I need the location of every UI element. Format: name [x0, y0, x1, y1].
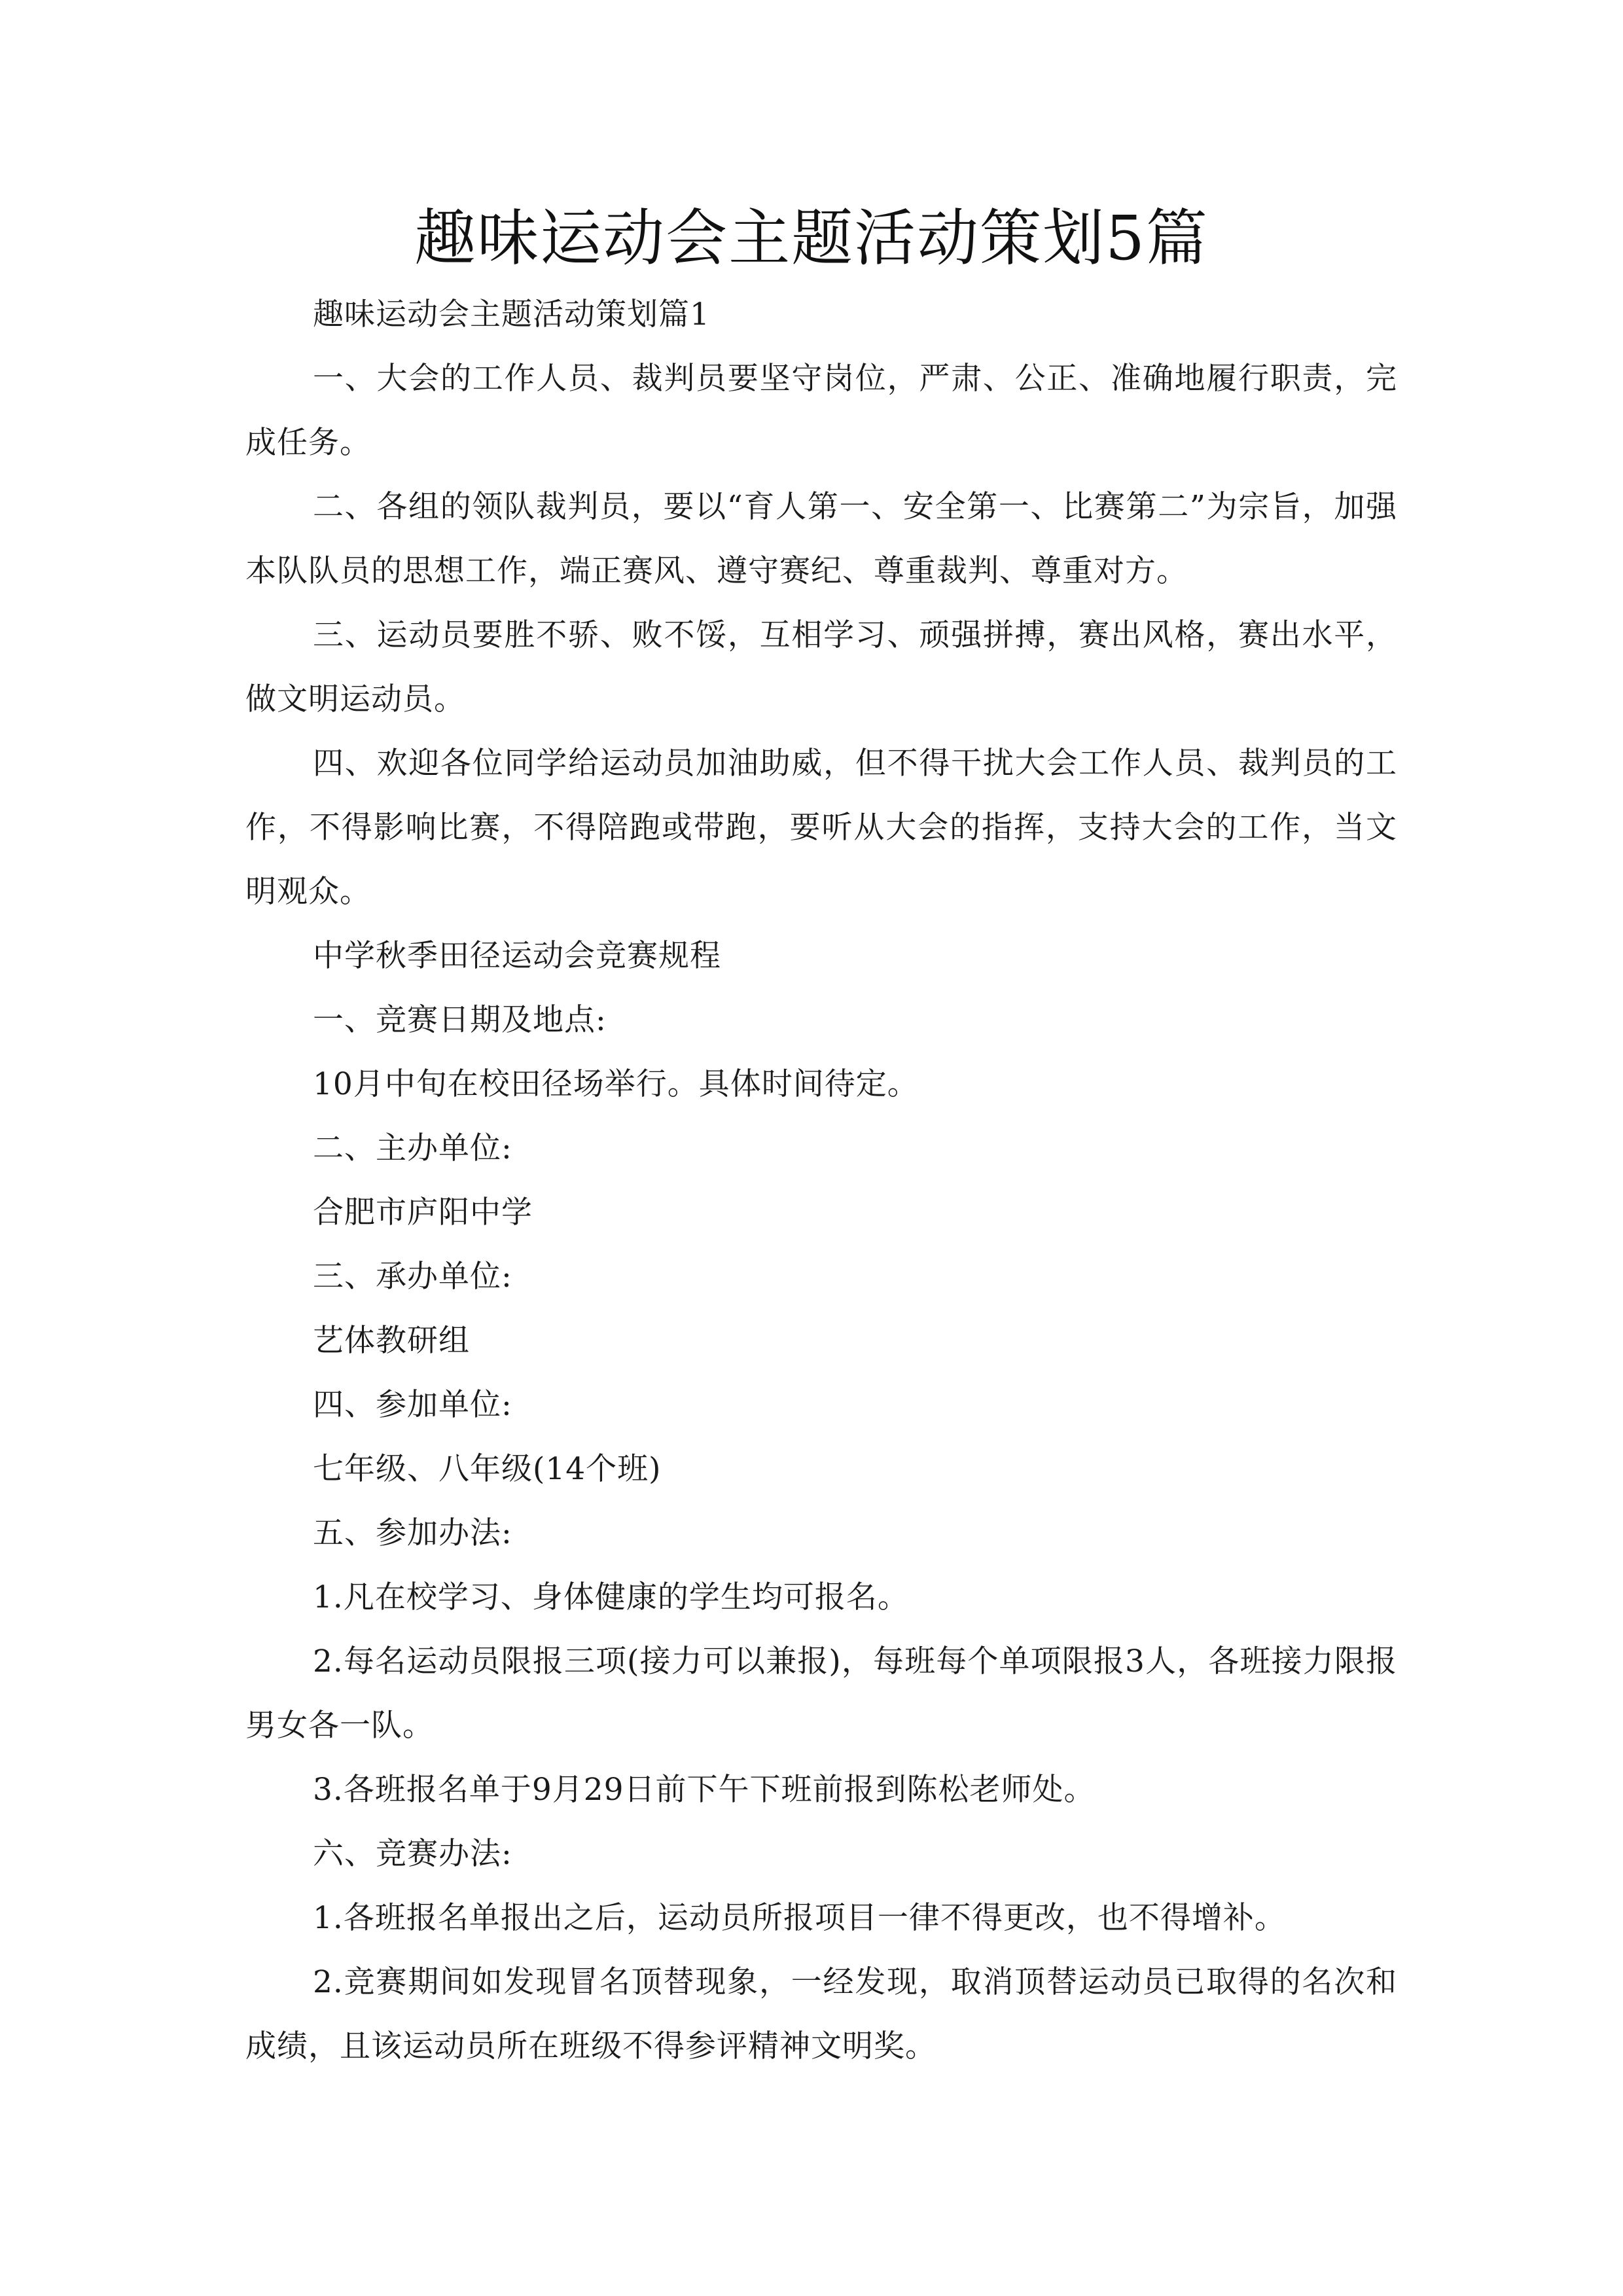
document-body — [245, 283, 1397, 2079]
paragraph: 四、欢迎各位同学给运动员加油助威，但不得干扰大会工作人员、裁判员的工作，不得影响比赛，不得陪跑或带跑，要听从大会的指挥，支持大会的工作，当文明观众。 — [245, 745, 1397, 910]
list-item: 2.竞赛期间如发现冒名顶替现象，一经发现，取消顶替运动员已取得的名次和成绩，且该运动员所在班级不得参评精神文明奖。 — [245, 1964, 1397, 2064]
paragraph: 艺体教研组 — [313, 1323, 470, 1359]
item-heading: 六、竞赛办法: — [313, 1836, 512, 1872]
section-heading: 中学秋季田径运动会竞赛规程 — [313, 938, 721, 974]
item-heading: 二、主办单位: — [313, 1130, 512, 1166]
paragraph: 一、大会的工作人员、裁判员要坚守岗位，严肃、公正、准确地履行职责，完成任务。 — [245, 361, 1397, 461]
list-item: 2.每名运动员限报三项(接力可以兼报)，每班每个单项限报3人，各班接力限报男女各一队。 — [245, 1643, 1397, 1744]
item-heading: 一、竞赛日期及地点: — [313, 1002, 607, 1038]
list-item: 1.各班报名单报出之后，运动员所报项目一律不得更改，也不得增补。 — [313, 1900, 1286, 1936]
list-item: 3.各班报名单于9月29日前下午下班前报到陈松老师处。 — [313, 1772, 1096, 1808]
item-heading: 四、参加单位: — [313, 1387, 512, 1423]
paragraph: 10月中旬在校田径场举行。具体时间待定。 — [313, 1066, 919, 1102]
paragraph: 三、运动员要胜不骄、败不馁，互相学习、顽强拼搏，赛出风格，赛出水平，做文明运动员。 — [245, 617, 1397, 717]
paragraph: 合肥市庐阳中学 — [313, 1194, 533, 1230]
list-item: 1.凡在校学习、身体健康的学生均可报名。 — [313, 1579, 909, 1615]
item-heading: 五、参加办法: — [313, 1515, 512, 1551]
item-heading: 三、承办单位: — [313, 1259, 512, 1295]
document-title: 趣味运动会主题活动策划5篇 — [414, 203, 1209, 274]
paragraph: 二、各组的领队裁判员，要以“育人第一、安全第一、比赛第二”为宗旨，加强本队队员的思想工作，端正赛风、遵守赛纪、尊重裁判、尊重对方。 — [245, 489, 1397, 589]
section-heading: 趣味运动会主题活动策划篇1 — [313, 296, 710, 332]
paragraph: 七年级、八年级(14个班) — [313, 1451, 662, 1487]
